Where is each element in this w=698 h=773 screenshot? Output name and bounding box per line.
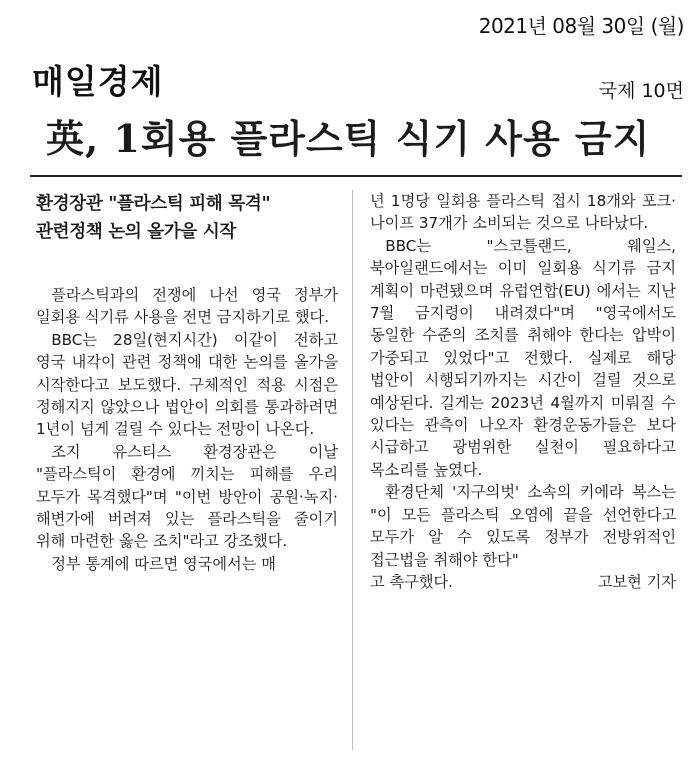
article-paragraph-6: 환경단체 '지구의벗' 소속의 키에라 복스는 "이 모든 플라스틱 오염에 끝을 선언한다고 모두가 알 수 있도록 정부가 전방위적인 접근법을 취해야 한다" (370, 483, 676, 569)
article-paragraph-6-end: 고 촉구했다. (370, 572, 454, 591)
subheading-line-2: 관련정책 논의 올가을 시작 (36, 222, 237, 242)
column-divider (352, 190, 353, 750)
subheading-line-1: 환경장관 "플라스틱 피해 목격" (36, 194, 271, 214)
article-paragraph-5: BBC는 "스코틀랜드, 웨일스, 북아일랜드에서는 이미 일회용 식기류 금지 계획이 마련됐으며 유럽연합(EU) 에서는 지난 7월 금지령이 내려졌다"며 "영국에서도 동일한 수준의 조치를 취해야 한다는 압박이 가중되고 있었다"고 전했다. 실제로 해당 법안이 시행되기까지는 시간이 걸릴 것으로 예상된다. 길게는 2023년 4월까지 미뤄질 수 있다는 관측이 나오자 환경운동가들은 보다 시급하고 광범위한 실천이 필요하다고 목소리를 높였다. (370, 236, 676, 479)
article-paragraph-2: BBC는 28일(현지시간) 이같이 전하고 영국 내각이 관련 정책에 대한 논의를 올가을 시작한다고 보도했다. 구체적인 적용 시점은 정해지지 않았으나 법안이 의회를 통과하려면 1년이 넘게 걸릴 수 있다는 전망이 나온다. (36, 330, 338, 439)
article-paragraph-1: 플라스틱과의 전쟁에 나선 영국 정부가 일회용 식기류 사용을 전면 금지하기로 했다. (36, 286, 338, 327)
article-paragraph-3: 조지 유스티스 환경장관은 이날 "플라스틱이 환경에 끼치는 피해를 우리 모두가 목격했다"며 "이번 방안이 공원·녹지·해변가에 버려져 있는 플라스틱을 줄이기 위해 마련한 옳은 조치"라고 강조했다. (36, 442, 338, 551)
reporter-byline: 고보현 기자 (597, 572, 676, 591)
article-column-left (36, 190, 338, 575)
article-headline: 英, 1회용 플라스틱 식기 사용 금지 (46, 116, 651, 161)
article-paragraph-4: 정부 통계에 따르면 영국에서는 매 (51, 554, 276, 573)
article-column-right (370, 190, 676, 593)
article-paragraph-4-continued: 년 1명당 일회용 플라스틱 접시 18개와 포크·나이프 37개가 소비되는 것으로 나타났다. (370, 192, 676, 233)
article-subheading (36, 190, 338, 246)
newspaper-masthead: 매일경제 (32, 62, 164, 101)
article-closing-row (370, 571, 676, 593)
headline-divider (30, 175, 682, 177)
publication-date: 2021년 08월 30일 (월) (478, 14, 684, 38)
section-page-label: 국제 10면 (598, 80, 684, 102)
